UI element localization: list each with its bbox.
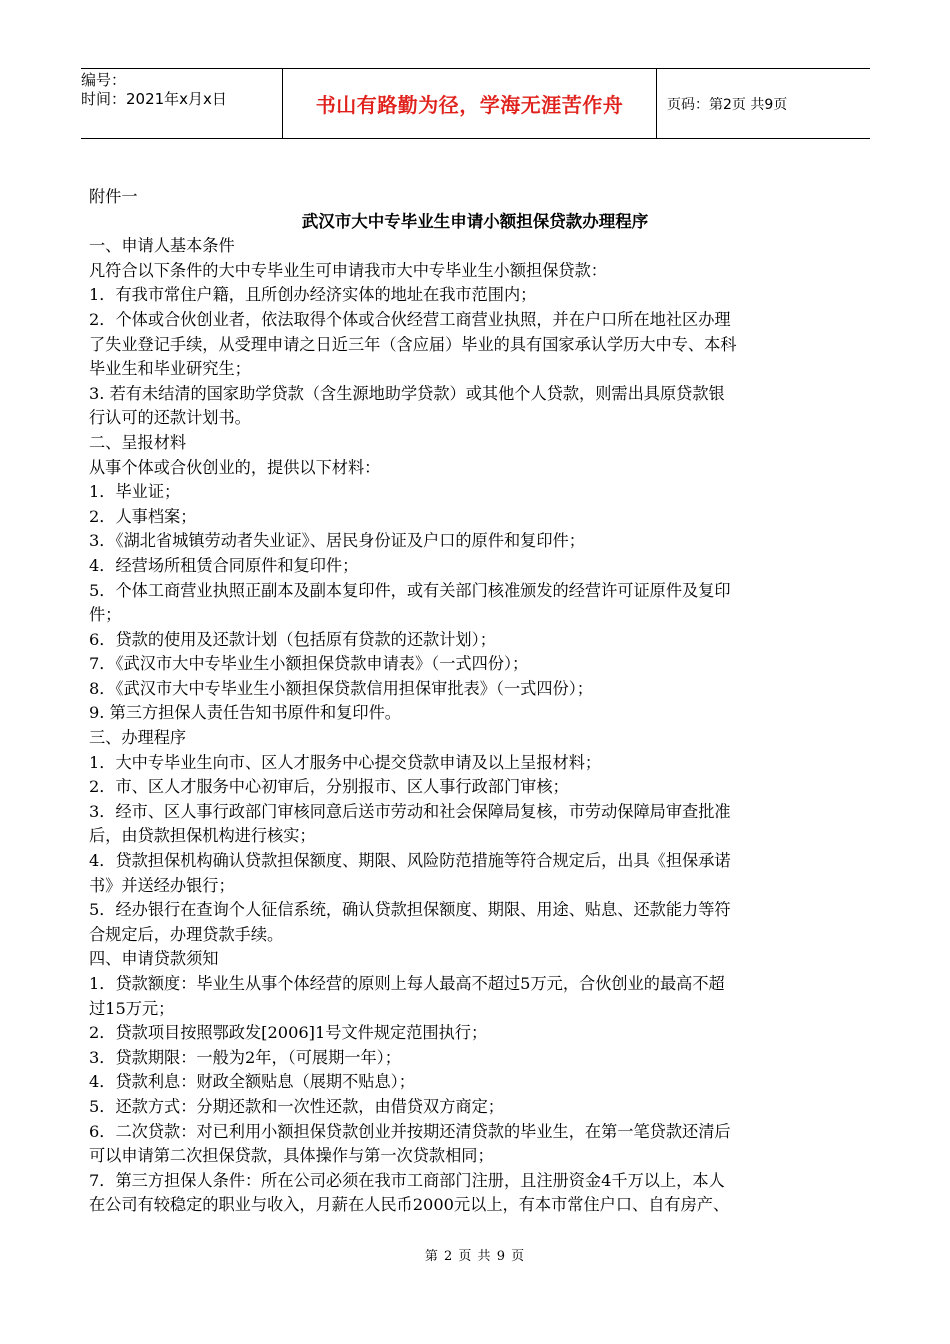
text-line: 行认可的还款计划书。: [89, 408, 251, 428]
text-line: 3. 若有未结清的国家助学贷款（含生源地助学贷款）或其他个人贷款，则需出具原贷款银: [89, 383, 725, 403]
document-title: 武汉市大中专毕业生申请小额担保贷款办理程序: [301, 211, 649, 231]
paragraph-lines: [89, 234, 861, 1218]
text-line: 四、申请贷款须知: [89, 949, 219, 969]
text-line: 4．经营场所租赁合同原件和复印件；: [89, 555, 359, 575]
document-body: [89, 185, 861, 1218]
text-line: 过15万元；: [89, 998, 175, 1018]
header-meta: [81, 69, 282, 138]
text-line: 件；: [89, 605, 122, 625]
text-line: 二、呈报材料: [89, 432, 187, 452]
text-line: 一、申请人基本条件: [89, 236, 235, 256]
header-page-label: 页码：第2页 共9页: [667, 96, 788, 113]
text-line: 1．毕业证；: [89, 482, 181, 502]
text-line: 合规定后，办理贷款手续。: [89, 924, 284, 944]
text-line: 5．还款方式：分期还款和一次性还款，由借贷双方商定；: [89, 1096, 504, 1116]
text-line: 凡符合以下条件的大中专毕业生可申请我市大中专毕业生小额担保贷款：: [89, 260, 607, 280]
text-line: 可以申请第二次担保贷款，具体操作与第一次贷款相同；: [89, 1146, 494, 1166]
text-line: 在公司有较稳定的职业与收入，月薪在人民币2000元以上，有本市常住户口、自有房产、: [89, 1195, 730, 1215]
text-line: 3．经市、区人事行政部门审核同意后送市劳动和社会保障局复核，市劳动保障局审查批准: [89, 801, 731, 821]
document-date-label: 时间：2021年x月x日: [81, 90, 227, 108]
text-line: 6．贷款的使用及还款计划（包括原有贷款的还款计划）；: [89, 629, 496, 649]
text-line: 2．人事档案；: [89, 506, 197, 526]
attachment-label: 附件一: [89, 187, 138, 206]
text-line: 3．贷款期限：一般为2年，（可展期一年）；: [89, 1047, 401, 1067]
text-line: 三、办理程序: [89, 728, 187, 748]
text-line: 2．个体或合伙创业者，依法取得个体或合伙经营工商营业执照，并在户口所在地社区办理: [89, 309, 731, 329]
text-line: 4．贷款担保机构确认贷款担保额度、期限、风险防范措施等符合规定后，出具《担保承诺: [89, 851, 731, 871]
text-line: 5．经办银行在查询个人征信系统，确认贷款担保额度、期限、用途、贴息、还款能力等符: [89, 900, 731, 920]
page-footer: 第 2 页 共 9 页: [424, 1249, 526, 1264]
text-line: 7．《武汉市大中专毕业生小额担保贷款申请表》（一式四份）；: [89, 654, 529, 674]
text-line: 2．市、区人才服务中心初审后，分别报市、区人事行政部门审核；: [89, 777, 569, 797]
text-line: 3．《湖北省城镇劳动者失业证》、居民身份证及户口的原件和复印件；: [89, 531, 585, 551]
text-line: 从事个体或合伙创业的，提供以下材料：: [89, 457, 381, 477]
text-line: 4．贷款利息：财政全额贴息（展期不贴息）；: [89, 1072, 415, 1092]
text-line: 书》并送经办银行；: [89, 875, 235, 895]
header-motto: 书山有路勤为径，学海无涯苦作舟: [282, 69, 657, 138]
text-line: 7．第三方担保人条件：所在公司必须在我市工商部门注册，且注册资金4千万以上，本人: [89, 1170, 725, 1190]
text-line: 5．个体工商营业执照正副本及副本复印件，或有关部门核准颁发的经营许可证原件及复印: [89, 580, 731, 600]
document-number-label: 编号：: [81, 71, 127, 89]
text-line: 了失业登记手续，从受理申请之日近三年（含应届）毕业的具有国家承认学历大中专、本科: [89, 334, 737, 354]
text-line: 8．《武汉市大中专毕业生小额担保贷款信用担保审批表》（一式四份）；: [89, 678, 593, 698]
document-header: [81, 68, 870, 139]
text-line: 2．贷款项目按照鄂政发[2006]1号文件规定范围执行；: [89, 1023, 488, 1043]
text-line: 1．有我市常住户籍，且所创办经济实体的地址在我市范围内；: [89, 285, 537, 305]
text-line: 9. 第三方担保人责任告知书原件和复印件。: [89, 703, 401, 723]
text-line: 后，由贷款担保机构进行核实；: [89, 826, 316, 846]
text-line: 1．贷款额度：毕业生从事个体经营的原则上每人最高不超过5万元，合伙创业的最高不超: [89, 974, 725, 993]
text-line: 6．二次贷款：对已利用小额担保贷款创业并按期还清贷款的毕业生，在第一笔贷款还清后: [89, 1121, 731, 1141]
text-line: 毕业生和毕业研究生；: [89, 359, 251, 379]
text-line: 1．大中专毕业生向市、区人才服务中心提交贷款申请及以上呈报材料；: [89, 752, 602, 772]
